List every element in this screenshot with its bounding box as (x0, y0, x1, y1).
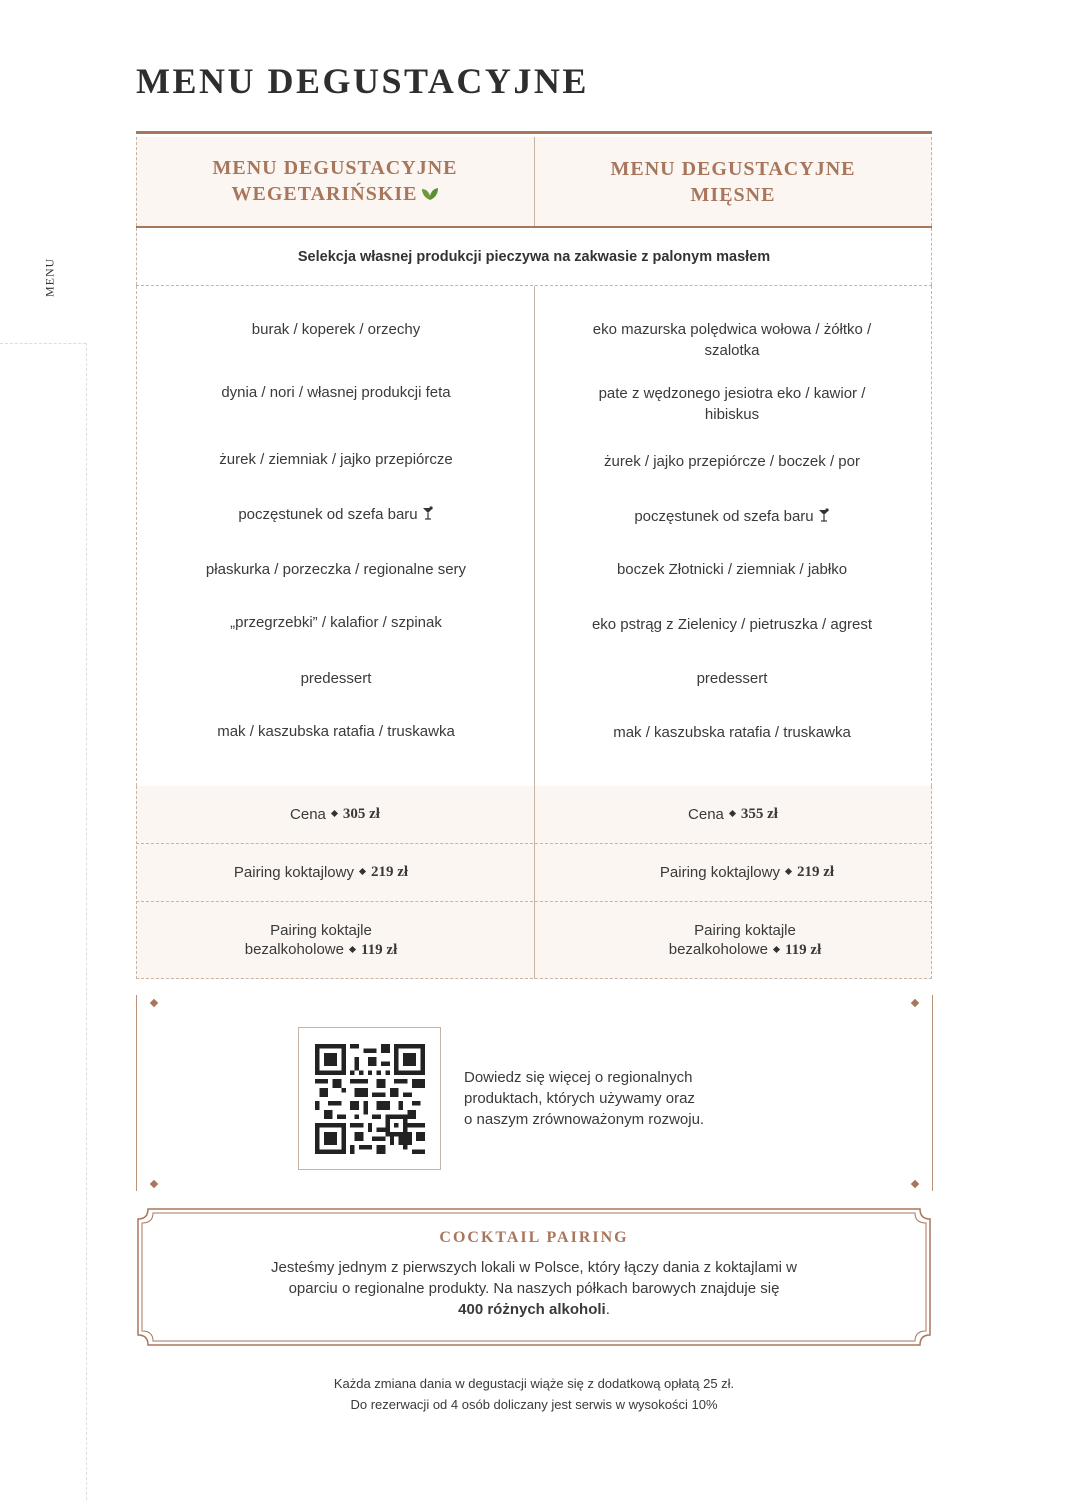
diamond-bullet-icon (331, 810, 338, 817)
veg-price-label: Cena (290, 806, 326, 823)
veg-nonalc-value: 119 zł (361, 942, 398, 958)
diamond-bullet-icon (773, 945, 780, 952)
section-border-right (932, 995, 933, 1191)
veg-pairing-label: Pairing koktajlowy (233, 864, 354, 881)
section-border-left (136, 995, 137, 1191)
side-divider (0, 343, 86, 344)
table-top-rule (136, 131, 932, 134)
cocktail-text-line2: oparciu o regionalne produkty. Na naszych półkach barowych znajduje się (288, 1280, 780, 1297)
qr-code-icon (315, 1044, 425, 1154)
meat-price-value: 355 zł (740, 806, 778, 822)
cocktail-glass-icon (818, 507, 830, 528)
tasting-menu-table (136, 131, 932, 979)
qr-code[interactable] (298, 1027, 441, 1170)
veg-dish-4-row (186, 504, 486, 526)
veg-dish-1: burak / koperek / orzechy (251, 321, 421, 338)
vegetarian-heading-line1: MENU DEGUSTACYJNE (212, 156, 458, 179)
cocktail-pairing-title: COCKTAIL PAIRING (439, 1229, 629, 1246)
cocktail-text-end: . (605, 1301, 610, 1318)
qr-description-line2: produktach, których używamy oraz (464, 1090, 695, 1107)
diamond-ornament-icon (911, 999, 919, 1007)
meat-dish-8: mak / kaszubska ratafia / truskawka (613, 724, 851, 741)
dishes-divider (534, 286, 535, 786)
veg-pairing (122, 844, 520, 901)
meat-dish-1: eko mazurska polędwica wołowa / żółtko / szalotka (592, 321, 872, 359)
vegetarian-heading-line2-row (213, 181, 458, 208)
qr-description-line1: Dowiedz się więcej o regionalnych (464, 1069, 693, 1086)
meat-heading-line2: MIĘSNE (690, 183, 776, 206)
veg-nonalc-label2: bezalkoholowe (244, 941, 344, 958)
veg-price-value: 305 zł (342, 806, 380, 822)
meat-pairing-value: 219 zł (796, 864, 835, 880)
veg-nonalc-label1: Pairing koktajle (270, 922, 372, 939)
cocktail-text-line1: Jesteśmy jednym z pierwszych lokali w Polsce, który łączy dania z koktajlami w (270, 1259, 797, 1276)
diamond-bullet-icon (349, 945, 356, 952)
cocktail-pairing-text (246, 1257, 822, 1320)
diamond-bullet-icon (359, 868, 366, 875)
meat-pairing-label: Pairing koktajlowy (659, 864, 780, 881)
footer-line2: Do rezerwacji od 4 osób doliczany jest serwis w wysokości 10% (350, 1397, 718, 1412)
cocktail-pairing-box (136, 1207, 932, 1347)
veg-dish-7: predessert (300, 670, 372, 687)
meat-dish-5: boczek Złotnicki / ziemniak / jabłko (616, 561, 848, 578)
meat-dish-2: pate z wędzonego jesiotra eko / kawior / hibiskus (598, 385, 866, 423)
meat-dish-4-row (582, 506, 882, 528)
veg-nonalc-pairing (122, 902, 520, 979)
meat-dish-3: żurek / jajko przepiórcze / boczek / por (604, 453, 860, 470)
diamond-ornament-icon (911, 1180, 919, 1188)
page-title: MENU DEGUSTACYJNE (136, 61, 589, 101)
veg-dish-3: żurek / ziemniak / jajko przepiórcze (219, 451, 453, 468)
meat-dish-6: eko pstrąg z Zielenicy / pietruszka / agrest (591, 616, 873, 633)
meat-nonalc-label1: Pairing koktajle (694, 922, 796, 939)
diamond-ornament-icon (150, 1180, 158, 1188)
qr-description-line3: o naszym zrównoważonym rozwoju. (464, 1111, 705, 1128)
veg-pairing-value: 219 zł (370, 864, 409, 880)
vegetarian-heading-line2: WEGETARIŃSKIE (231, 182, 418, 205)
veg-dish-6: „przegrzebki” / kalafior / szpinak (230, 614, 442, 631)
qr-section (136, 995, 932, 1191)
vegetarian-menu-heading (136, 137, 534, 226)
meat-price (534, 786, 932, 843)
diamond-ornament-icon (150, 999, 158, 1007)
meat-dish-4: poczęstunek od szefa baru (634, 508, 814, 525)
veg-dish-4: poczęstunek od szefa baru (238, 506, 418, 523)
qr-description (464, 1067, 754, 1130)
veg-dish-2: dynia / nori / własnej produkcji feta (221, 384, 451, 401)
cocktail-glass-icon (422, 505, 434, 526)
meat-menu-heading (534, 137, 932, 226)
meat-nonalc-label2: bezalkoholowe (668, 941, 768, 958)
cocktail-highlight: 400 różnych alkoholi (458, 1301, 606, 1318)
footer-notes (136, 1373, 932, 1415)
cocktail-text-line3-row (246, 1299, 822, 1320)
veg-dish-5: płaskurka / porzeczka / regionalne sery (205, 561, 467, 578)
diamond-bullet-icon (729, 810, 736, 817)
leaf-icon (421, 182, 439, 208)
meat-dish-7: predessert (696, 670, 768, 687)
meat-pairing (548, 844, 946, 901)
meat-heading-line1: MENU DEGUSTACYJNE (610, 157, 856, 180)
footer-line1: Każda zmiana dania w degustacji wiąże się z dodatkową opłatą 25 zł. (333, 1376, 735, 1391)
meat-price-label: Cena (688, 806, 724, 823)
bread-course: Selekcja własnej produkcji pieczywa na zakwasie z palonym masłem (136, 228, 932, 285)
diamond-bullet-icon (785, 868, 792, 875)
meat-nonalc-pairing (546, 902, 944, 979)
veg-dish-8: mak / kaszubska ratafia / truskawka (217, 723, 455, 740)
side-divider-vertical (86, 343, 87, 1500)
veg-price (136, 786, 534, 843)
meat-nonalc-value: 119 zł (785, 942, 822, 958)
side-tab-label: MENU (42, 257, 57, 297)
